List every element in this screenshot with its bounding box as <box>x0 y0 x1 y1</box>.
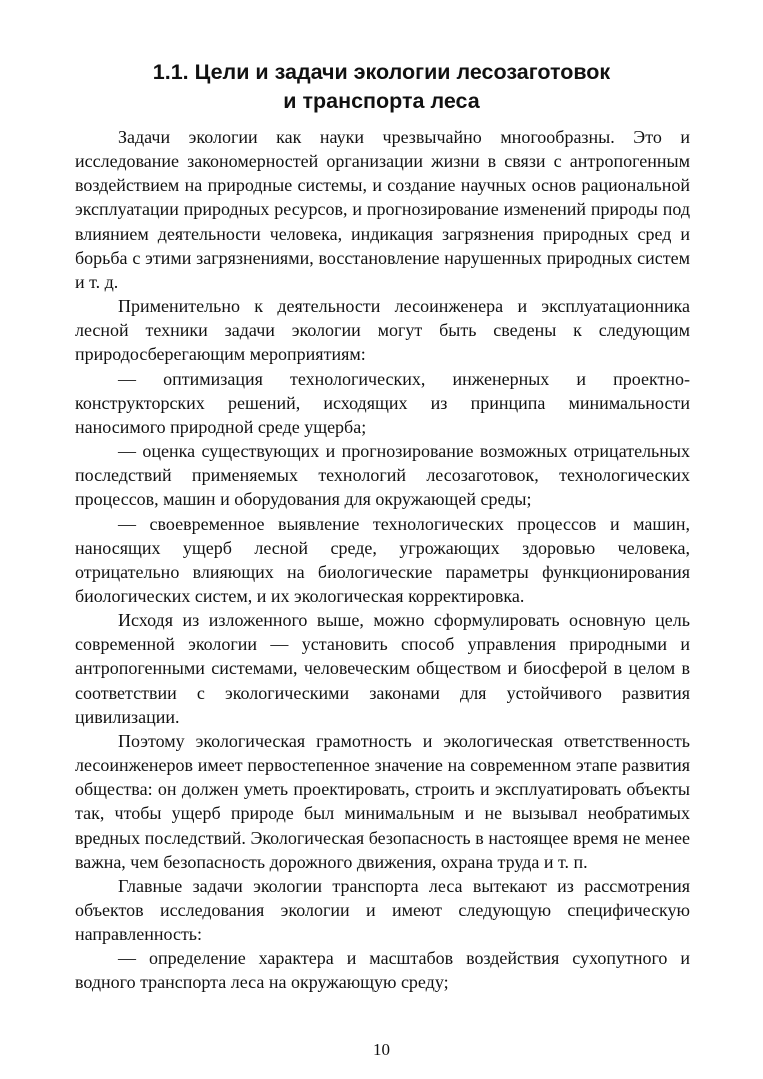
paragraph-transport-tasks: Главные задачи экологии транспорта леса вытекают из рассмотрения объектов исследования экологии и имеют следующую специфическую направленность: <box>75 875 690 945</box>
list-item-optimization: — оптимизация технологических, инженерных и проектно-конструкторских решений, исходящих из принципа минимальности наносимого природной среде ущерба; <box>75 368 690 437</box>
list-item-detection: — своевременное выявление технологических процессов и машин, наносящих ущерб лесной среде, угрожающих здоровью человека, отрицательно влияющих на биологические параметры функционирования биологических систем, и их экологическая корректировка. <box>75 513 690 606</box>
paragraph-main-goal: Исходя из изложенного выше, можно сформулировать основную цель современной экологии — установить способ управления природными и антропогенными системами, человеческим обществом и биосферой в целом в соответствии с экологическими законами для устойчивого развития цивилизации. <box>75 610 690 727</box>
section-heading-line-2: и транспорта леса <box>283 89 480 113</box>
list-item-transport-impact: — определение характера и масштабов воздействия сухопутного и водного транспорта леса на окружающую среду; <box>75 948 690 993</box>
section-heading <box>0 58 763 116</box>
list-item-assessment: — оценка существующих и прогнозирование возможных отрицательных последствий применяемых технологий лесозаготовок, технологических процессов, машин и оборудования для окружающей среды; <box>75 441 690 510</box>
paragraph-intro: Задачи экологии как науки чрезвычайно многообразны. Это и исследование закономерностей организации жизни в связи с антропогенным воздействием на природные системы, и создание научных основ рациональной эксплуатации природных ресурсов, и прогнозирование изменений природы под влиянием деятельности человека, индикация загрязнения природных сред и борьба с этими загрязнениями, восстановление нарушенных природных систем и т. д. <box>75 127 690 292</box>
paragraph-ecological-literacy: Поэтому экологическая грамотность и экологическая ответственность лесоинженеров имеет первостепенное значение на современном этапе развития общества: он должен уметь проектировать, строить и эксплуатировать объекты так, чтобы ущерб природе был минимальным и не вызывал необратимых вредных последствий. Экологическая безопасность в настоящее время не менее важна, чем безопасность дорожного движения, охрана труда и т. п. <box>75 730 690 872</box>
body-text <box>75 125 690 995</box>
paragraph-applied-tasks: Применительно к деятельности лесоинженера и эксплуатационника лесной техники задачи экологии могут быть сведены к следующим природосберегающим мероприятиям: <box>75 296 690 365</box>
page-number: 10 <box>373 1040 390 1059</box>
section-heading-line-1: 1.1. Цели и задачи экологии лесозаготовок <box>152 60 611 84</box>
